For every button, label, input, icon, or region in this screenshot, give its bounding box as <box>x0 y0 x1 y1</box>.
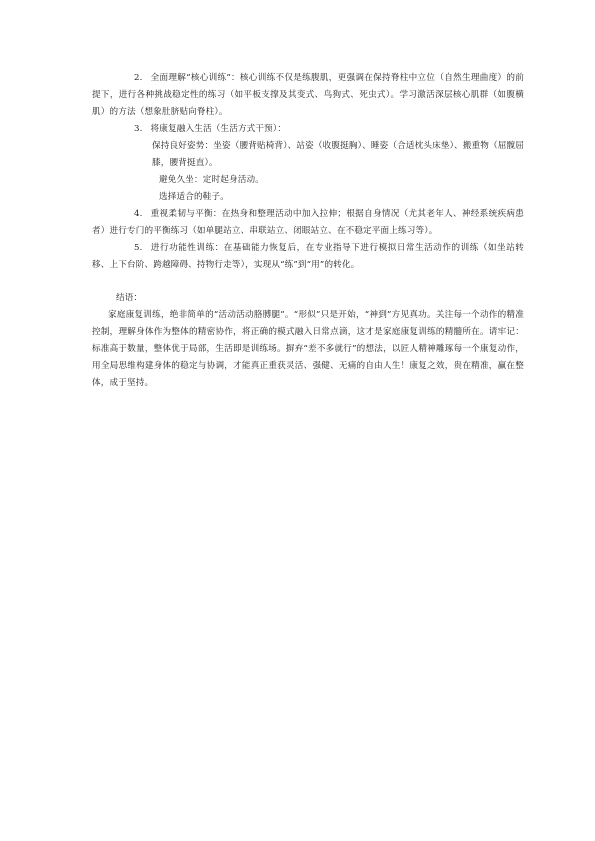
list-item-5 <box>92 240 524 274</box>
document-body <box>92 70 524 392</box>
list-item-3 <box>92 121 524 138</box>
list-number: 5. <box>134 243 143 253</box>
list-item-4 <box>92 206 524 240</box>
section-gap <box>92 274 524 290</box>
sub-item-posture: 保持良好姿势：坐姿（腰背贴椅背）、站姿（收腹挺胸）、睡姿（合适枕头床垫）、搬重物（屈髋屈膝，腰背挺直）。 <box>152 141 524 168</box>
conclusion-paragraph: 家庭康复训练，绝非简单的“活动活动胳膊腿”。“形似”只是开始，“神到”方见真功。关注每一个动作的精准控制，理解身体作为整体的精密协作，将正确的模式融入日常点滴，这才是家庭康复训练的精髓所在。请牢记：标准高于数量，整体优于局部，生活即是训练场。摒弃“差不多就行”的想法，以匠人精神雕琢每一个康复动作，用全局思维构建身体的稳定与协调，才能真正重获灵活、强健、无痛的自由人生！康复之效，贵在精准，赢在整体，成于坚持。 <box>92 310 524 388</box>
list-number: 3. <box>134 124 143 134</box>
sub-item-sitting: 避免久坐：定时起身活动。 <box>159 175 264 185</box>
list-item-2 <box>92 70 524 121</box>
list-item-text: 将康复融入生活（生活方式干预）： <box>150 124 287 134</box>
list-item-text: 进行功能性训练：在基础能力恢复后，在专业指导下进行模拟日常生活动作的训练（如坐站转移、上下台阶、跨越障碍、持物行走等），实现从“练”到“用”的转化。 <box>92 243 524 270</box>
list-item-text: 重视柔韧与平衡：在热身和整理活动中加入拉伸；根据自身情况（尤其老年人、神经系统疾病患者）进行专门的平衡练习（如单腿站立、串联站立、闭眼站立、在不稳定平面上练习等）。 <box>92 209 524 236</box>
conclusion-heading: 结语： <box>116 293 143 303</box>
sub-item-shoes: 选择适合的鞋子。 <box>159 192 229 202</box>
list-item-text: 全面理解“核心训练”：核心训练不仅是练腹肌，更强调在保持脊柱中立位（自然生理曲度）的前提下，进行各种挑战稳定性的练习（如平板支撑及其变式、鸟狗式、死虫式）。学习激活深层核心肌群（如腹横肌）的方法（想象肚脐贴向脊柱）。 <box>92 73 524 117</box>
list-number: 2. <box>134 73 143 83</box>
list-number: 4. <box>134 209 143 219</box>
